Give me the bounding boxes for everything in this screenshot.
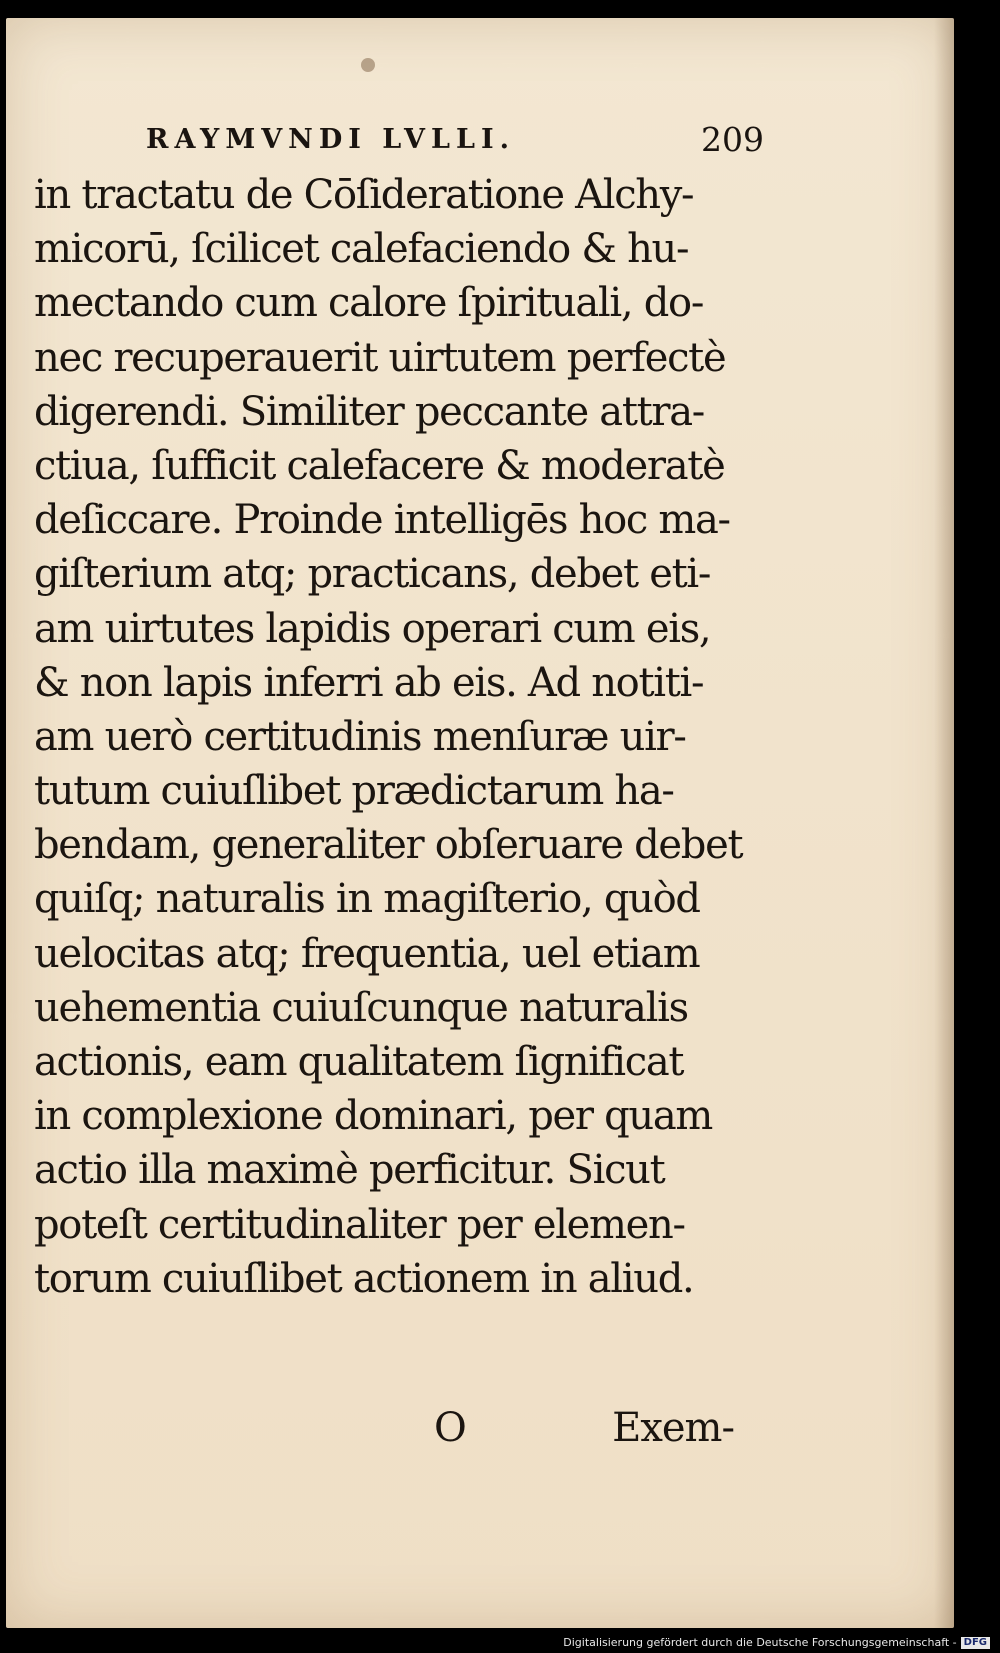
text-line: micorū, ſcilicet calefaciendo & hu- (34, 226, 689, 273)
text-line: actionis, eam qualitatem ſignificat (34, 1039, 684, 1085)
text-line: am uerò certitudinis menſuræ uir- (34, 713, 686, 760)
text-line: actio illa maximè perficitur. Sicut (34, 1147, 665, 1194)
book-page (6, 18, 954, 1628)
text-line: mectando cum calore ſpirituali, do- (34, 280, 704, 327)
dfg-logo: DFG (961, 1637, 990, 1649)
text-line: uelocitas atq; frequentia, uel etiam (34, 930, 700, 977)
text-line: torum cuiuſlibet actionem in aliud. (34, 1255, 694, 1302)
body-text (34, 168, 743, 1306)
text-line: & non lapis inferri ab eis. Ad notiti- (34, 659, 704, 706)
running-head: RAYMVNDI LVLLI. (146, 124, 516, 155)
catchword: Exem- (612, 1405, 734, 1451)
text-line: giſterium atq; practicans, debet eti- (34, 551, 711, 598)
text-line: bendam, generaliter obſeruare debet (34, 822, 743, 869)
text-line: uehementia cuiuſcunque naturalis (34, 984, 688, 1031)
text-line: in complexione dominari, per quam (34, 1093, 713, 1140)
page-header (146, 118, 766, 158)
page-number: 209 (701, 120, 764, 159)
text-line: am uirtutes lapidis operari cum eis, (34, 605, 711, 652)
text-line: in tractatu de Cōſideratione Alchy- (34, 172, 694, 218)
text-line: poteſt certitudinaliter per elemen- (34, 1201, 685, 1248)
text-line: ctiua, ſufficit calefacere & moderatè (34, 442, 725, 489)
text-line: digerendi. Similiter peccante attra- (34, 388, 704, 435)
signature-mark: O (434, 1405, 467, 1451)
text-line: nec recuperauerit uirtutem perfectè (34, 334, 726, 381)
page-footer (34, 1398, 734, 1458)
text-line: tutum cuiuſlibet prædictarum ha- (34, 768, 674, 815)
text-line: deſiccare. Proinde intelligēs hoc ma- (34, 497, 730, 544)
ink-stain (361, 58, 375, 72)
page-edge-shadow (934, 18, 954, 1628)
credit-text: Digitalisierung gefördert durch die Deutsche Forschungsgemeinschaft - (563, 1636, 957, 1649)
digitization-credit (563, 1636, 990, 1650)
text-line: quiſq; naturalis in magiſterio, quòd (34, 876, 700, 923)
